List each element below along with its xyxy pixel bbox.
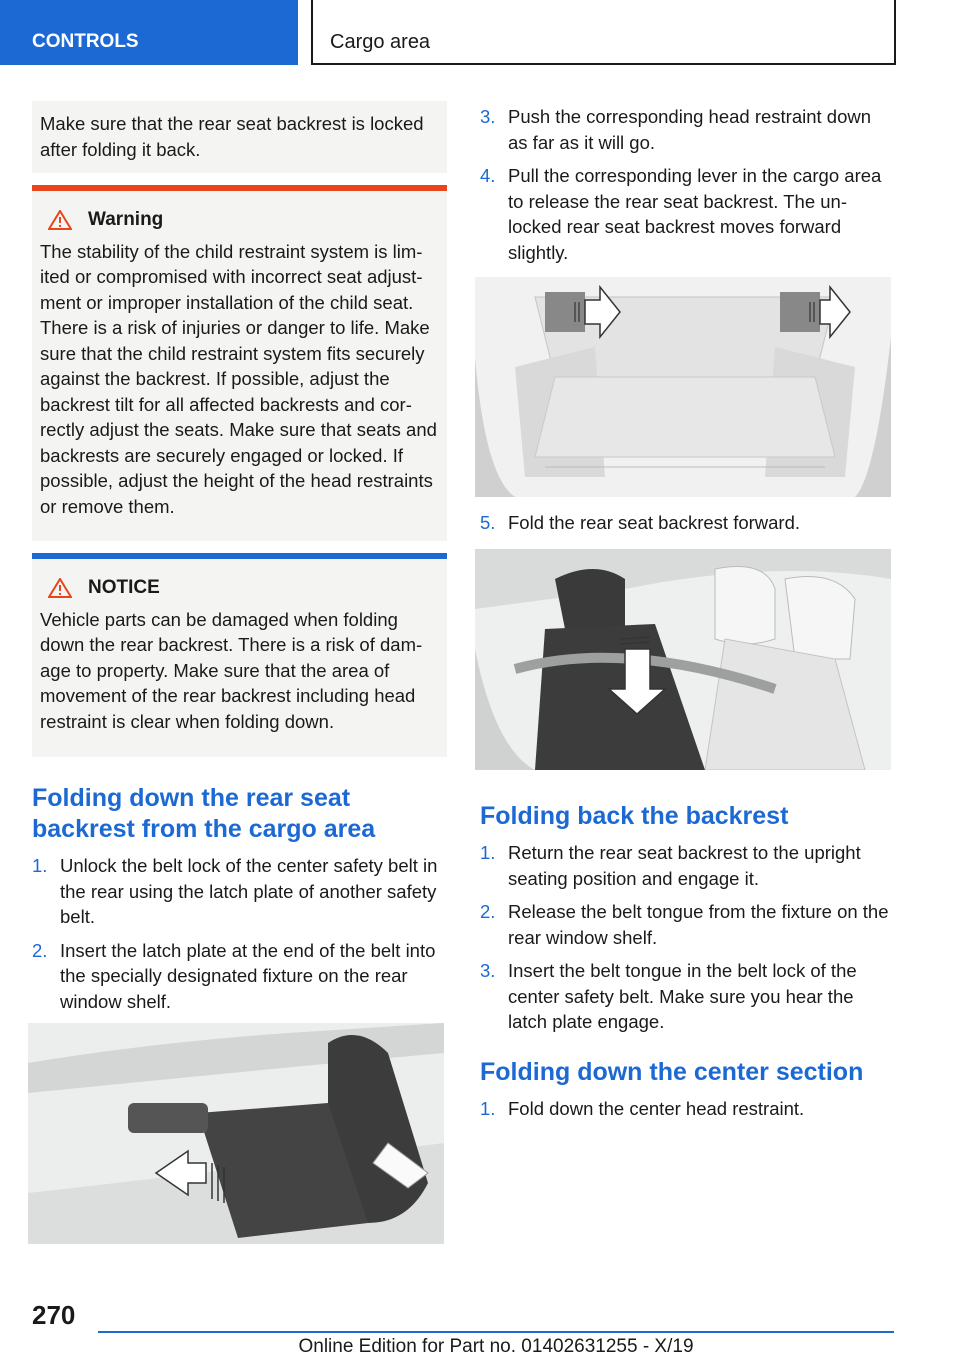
steps-right-d: [480, 1096, 891, 1122]
warning-box: [32, 185, 447, 541]
notice-text: Vehicle parts can be damaged when folding down the rear backrest. There is a risk of damage to property. Make sure that the area of movement of the rear backrest including head restraint is clear when folding down.: [40, 608, 423, 732]
notice-triangle-icon: [48, 578, 72, 598]
note-text: Make sure that the rear seat backrest is locked after folding it back.: [40, 113, 424, 160]
notice-header: [48, 575, 439, 601]
list-item: 1. Unlock the belt lock of the center safety belt in the rear using the latch plate of another safety belt.: [32, 855, 438, 927]
cargo-area-illustration: [475, 277, 891, 497]
list-item: 1. Return the rear seat backrest to the upright seating position and engage it.: [480, 842, 861, 889]
footer-divider: [98, 1331, 894, 1333]
list-item: 3. Push the corresponding head restraint down as far as it will go.: [480, 106, 872, 153]
note-box: [32, 101, 447, 173]
section-title: Cargo area: [311, 0, 896, 65]
list-item: 3. Insert the belt tongue in the belt lock of the center safety belt. Make sure you hear the latch plate engage.: [480, 960, 857, 1032]
right-column-bottom: [480, 801, 891, 1129]
left-column: [32, 101, 447, 1022]
chapter-tab: CONTROLS: [0, 0, 298, 65]
heading-center-section: Folding down the center section: [480, 1057, 864, 1086]
list-item: 1. Fold down the center head restraint.: [480, 1097, 805, 1119]
right-column-step5: [480, 510, 891, 544]
rear-seat-illustration: [475, 549, 891, 770]
notice-box: [32, 553, 447, 757]
warning-header: [48, 207, 439, 233]
right-column-top: [480, 104, 891, 273]
steps-right-a: [480, 104, 891, 265]
steps-left: [32, 853, 447, 1014]
list-item: 5. Fold the rear seat backrest forward.: [480, 512, 801, 533]
heading-fold-back: Folding back the backrest: [480, 802, 789, 830]
list-item: 2. Release the belt tongue from the fixture on the rear window shelf.: [480, 901, 889, 948]
belt-latch-illustration: [28, 1023, 444, 1244]
edition-note: Online Edition for Part no. 01402631255 - X/19: [298, 1336, 694, 1357]
warning-triangle-icon: [48, 210, 72, 230]
steps-right-c: [480, 840, 891, 1035]
notice-title: NOTICE: [88, 577, 160, 598]
list-item: 2. Insert the latch plate at the end of the belt into the specially designated fixture on the rear window shelf.: [32, 939, 436, 1012]
heading-fold-from-cargo: Folding down the rear seat backrest from the cargo area: [32, 784, 376, 843]
warning-text: The stability of the child restraint system is limited or compromised with incorrect seat adjustment or improper installation of the child seat. There is a risk of injuries or danger to life. Make sure that the child restraint system fits securely against the backrest. If possible, adjust the backrest tilt for all affected backrests and correctly adjust the seats. Make sure that seats and backrests are securely engaged or locked. If possible, adjust the height of the head restraints or remove them.: [40, 240, 437, 517]
steps-right-b: [480, 510, 891, 536]
page-number: 270: [32, 1300, 76, 1330]
list-item: 4. Pull the corresponding lever in the cargo area to release the rear seat backrest. The unlocked rear seat backrest moves forward slightly.: [480, 165, 882, 263]
warning-title: Warning: [88, 209, 164, 230]
